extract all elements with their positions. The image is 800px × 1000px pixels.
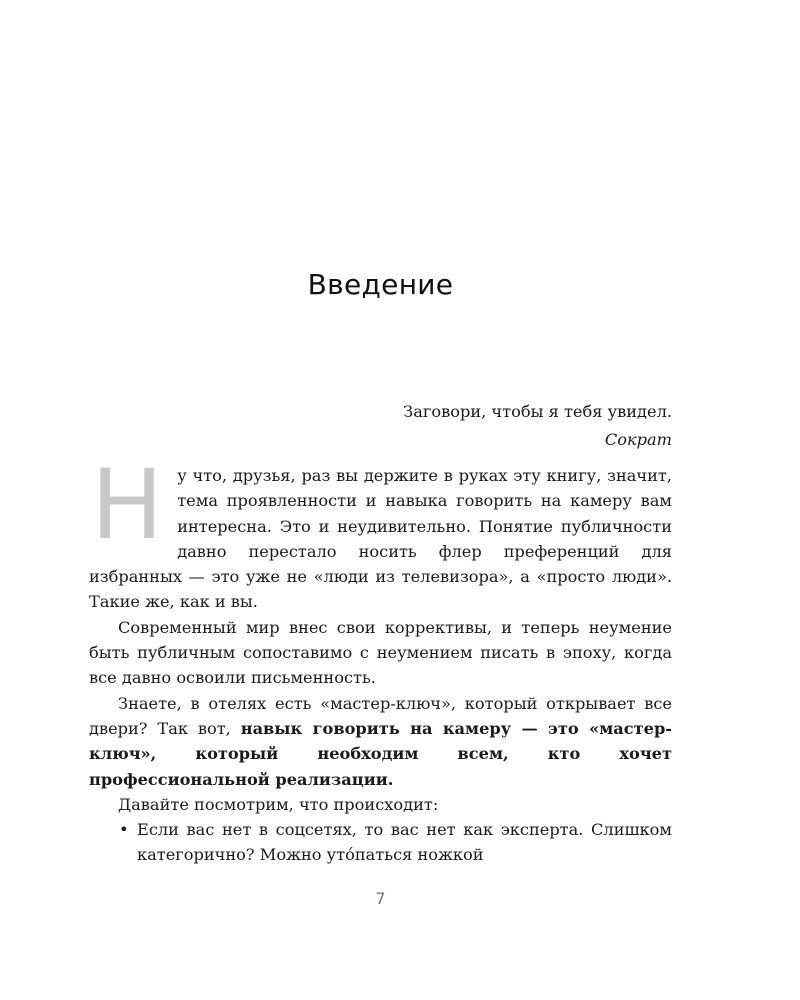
bullet-list [89, 817, 672, 868]
paragraph: Современный мир внес свои коррективы, и теперь неумение быть публичным сопоставимо с неумением писать в эпоху, когда все давно освоили письменность. [89, 617, 672, 688]
paragraph [89, 691, 672, 792]
paragraph-text: Знаете, в отелях есть «мастер-ключ», который открывает все двери? Так вот, [89, 693, 672, 738]
list-item [89, 817, 672, 868]
body-text [89, 449, 672, 868]
paragraph [89, 449, 672, 615]
page-number: 7 [375, 889, 386, 908]
epigraph-author: Сократ [604, 430, 672, 449]
paragraph: Давайте посмотрим, что происходит: [118, 794, 439, 814]
book-page [89, 0, 672, 1000]
bold-emphasis: навык говорить на камеру — это «мастер-ключ», который необходим всем, кто хочет профессиональной реализации. [89, 718, 672, 789]
list-item-text: Если вас нет в соцсетях, то вас нет как эксперта. Слишком категорично? Можно уто́паться ножкой [137, 820, 672, 865]
epigraph [403, 398, 672, 454]
chapter-title: Введение [307, 268, 454, 301]
paragraph-text: у что, друзья, раз вы держите в руках эту книгу, значит, тема проявленности и навыка говорить на камеру вам интересна. Это и неудивительно. Понятие публичности давно перестало носить флер преференций для избранных — это уже не «люди из телевизора», а «просто люди». Такие же, как и вы. [89, 466, 672, 612]
epigraph-quote: Заговори, чтобы я тебя увидел. [403, 402, 672, 421]
drop-cap-letter: Н [91, 449, 164, 561]
bullet-marker: • [119, 820, 129, 840]
